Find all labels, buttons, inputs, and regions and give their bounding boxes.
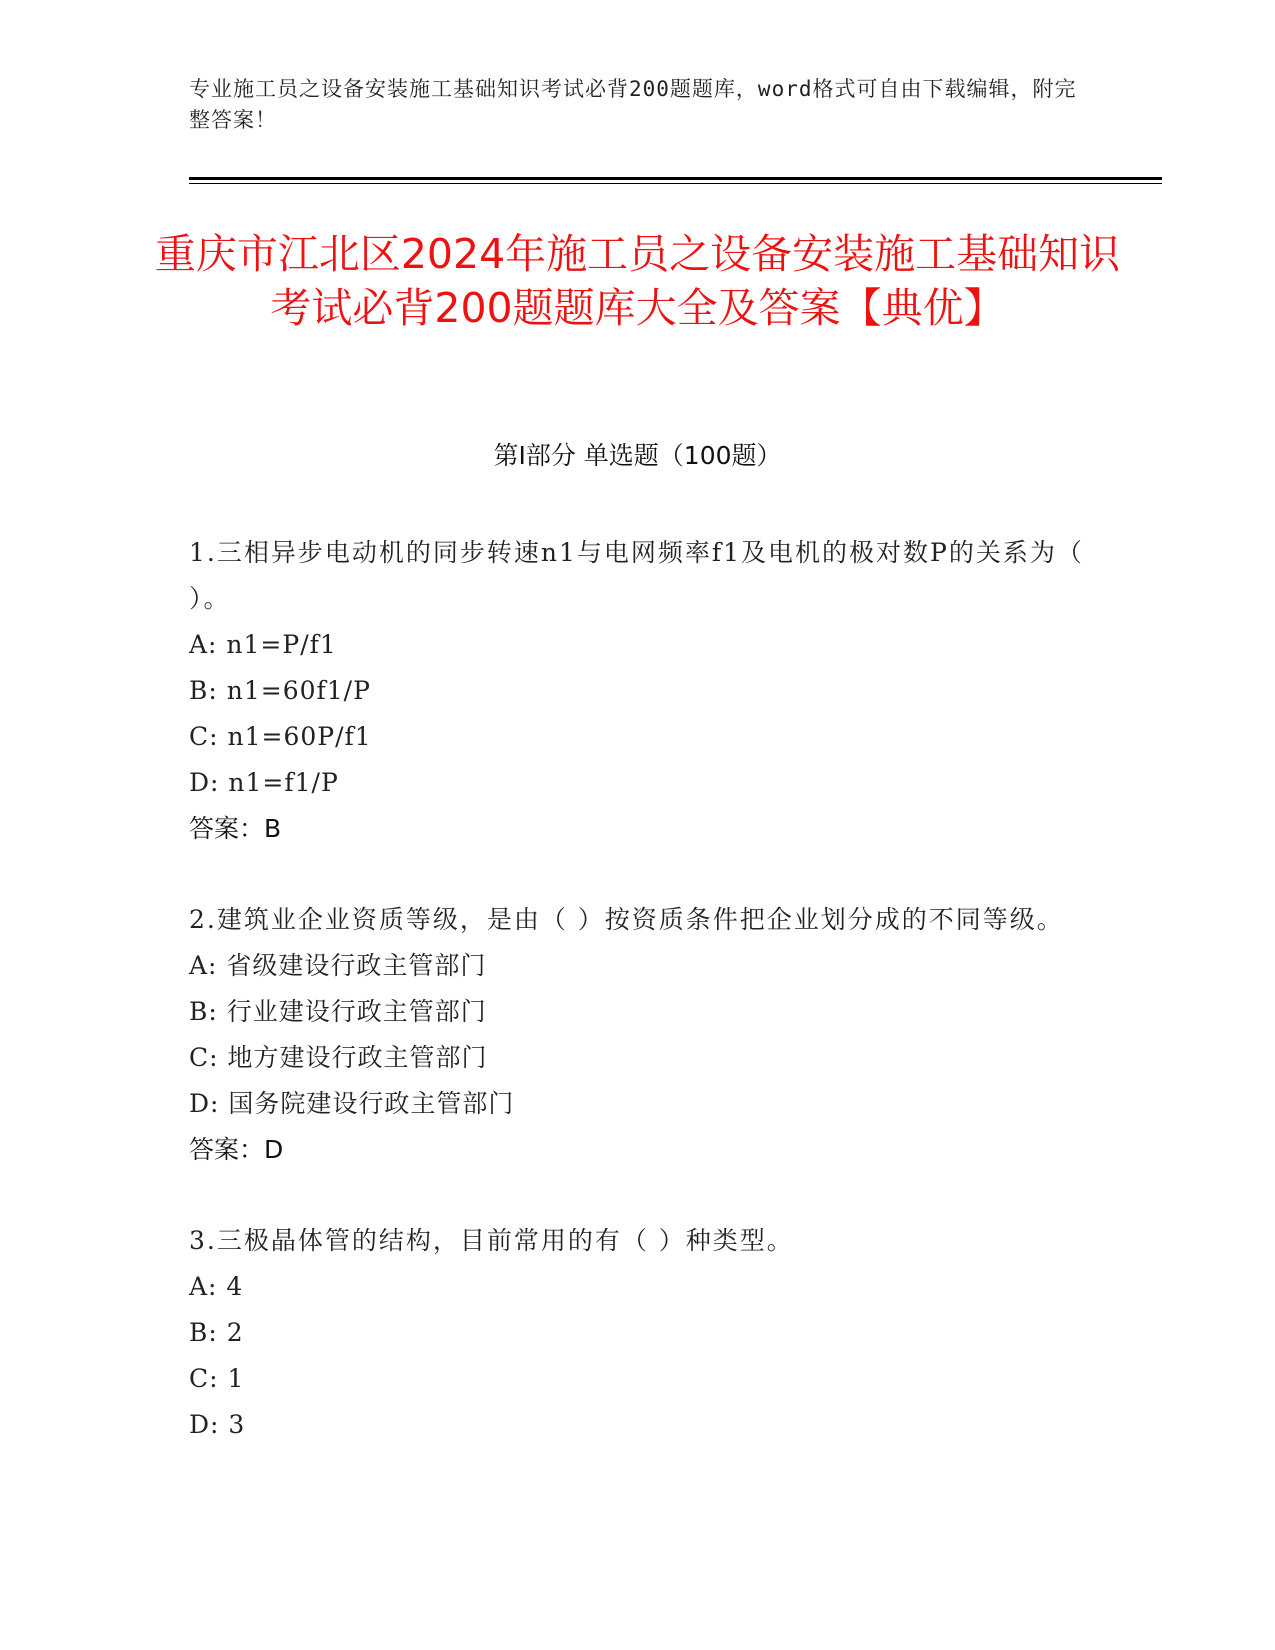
option-a: A: 4 (189, 1272, 244, 1301)
question-stem: 1.三相异步电动机的同步转速n1与电网频率f1及电机的极对数P的关系为（ ）。 (189, 538, 1084, 613)
question-2 (189, 897, 1089, 1173)
option-b: B: n1=60f1/P (189, 676, 371, 705)
option-c: C: n1=60P/f1 (189, 722, 372, 751)
header-note: 专业施工员之设备安装施工基础知识考试必背200题题库，word格式可自由下载编辑，附完整答案！ (189, 77, 1077, 132)
option-d: D: n1=f1/P (189, 768, 339, 797)
section-heading: 第Ⅰ部分 单选题（100题） (493, 441, 782, 470)
question-3 (189, 1218, 1089, 1448)
option-c: C: 1 (189, 1364, 245, 1393)
question-stem: 3.三极晶体管的结构，目前常用的有（ ）种类型。 (189, 1226, 794, 1255)
header-rule-thick (189, 177, 1162, 180)
question-1 (189, 530, 1089, 852)
option-c: C: 地方建设行政主管部门 (189, 1043, 488, 1072)
option-a: A: 省级建设行政主管部门 (189, 951, 487, 980)
option-a: A: n1=P/f1 (189, 630, 337, 659)
answer-line: 答案：D (189, 1135, 284, 1164)
option-b: B: 2 (189, 1318, 244, 1347)
option-b: B: 行业建设行政主管部门 (189, 997, 487, 1026)
option-d: D: 国务院建设行政主管部门 (189, 1089, 515, 1118)
question-list (189, 530, 1089, 1493)
option-d: D: 3 (189, 1410, 246, 1439)
question-stem: 2.建筑业企业资质等级，是由（ ）按资质条件把企业划分成的不同等级。 (189, 905, 1064, 934)
header-rule-thin (189, 183, 1162, 184)
answer-line: 答案：B (189, 814, 282, 843)
document-title: 重庆市江北区2024年施工员之设备安装施工基础知识考试必背200题题库大全及答案【典优】 (154, 230, 1121, 332)
